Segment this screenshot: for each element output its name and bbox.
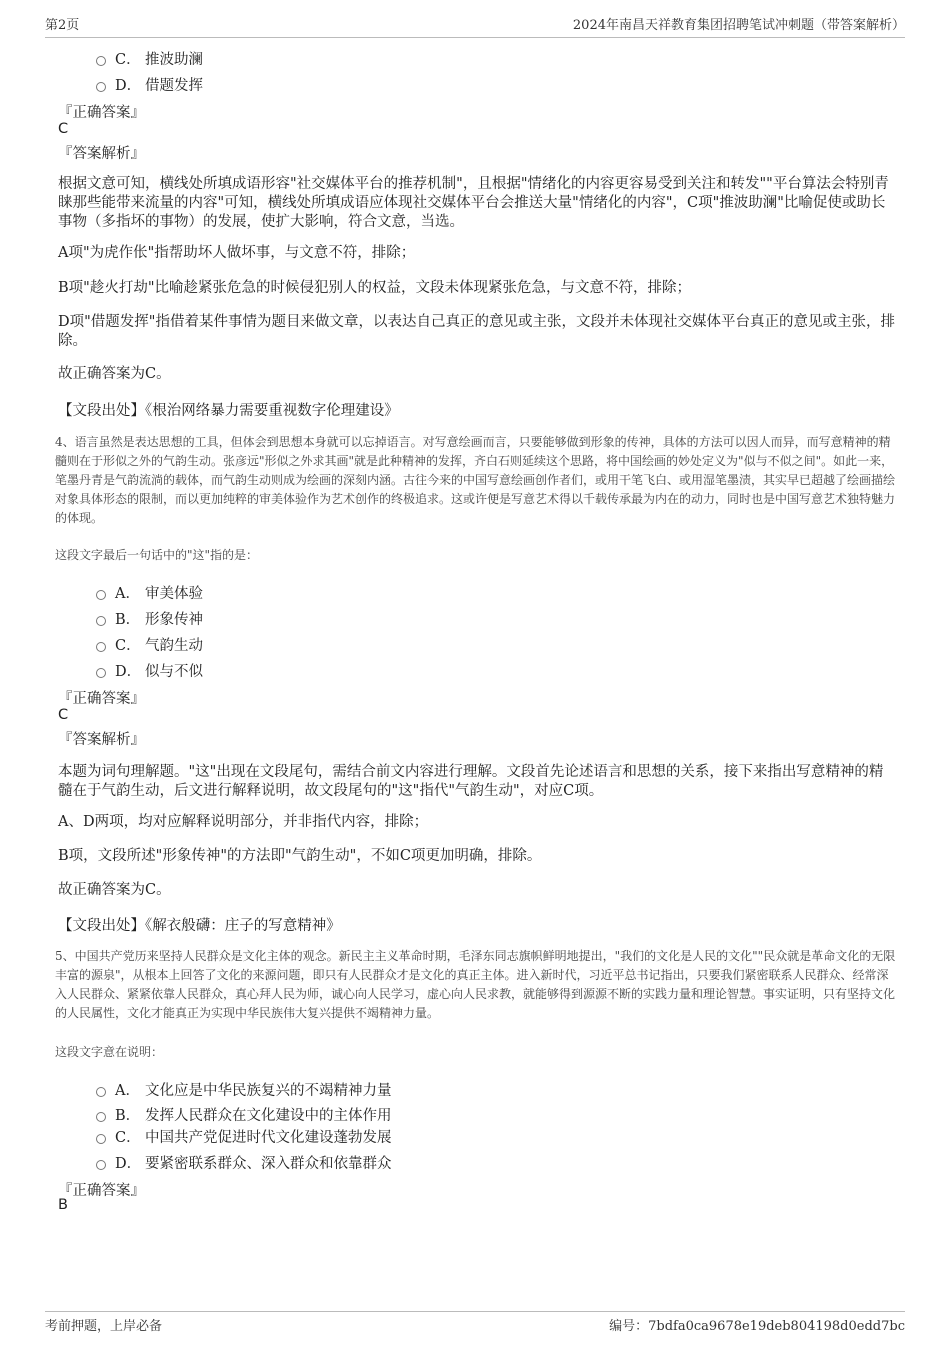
q5-answer: B [58,1197,68,1213]
q4-source: 【文段出处】《解衣般礴：庄子的写意精神》 [58,918,341,934]
q3-analysis-main: 根据文意可知，横线处所填成语形容"社交媒体平台的推荐机制"，且根据"情绪化的内容更容易受到关注和转发""平台算法会特别青睐那些能带来流量的内容"可知，横线处所填成语应体现社交媒体平台会推送大量"情绪化的内容"，C项"推波助澜"比喻促使或助长事物（多指坏的事物）的发展，使扩大影响，符合文意，当选。 [58,176,889,230]
q4-conclusion: 故正确答案为C。 [58,882,171,898]
q5-option-d[interactable]: D． 要紧密联系群众、深入群众和依靠群众 [96,1152,392,1173]
q4-analysis-b: B项，文段所述"形象传神"的方法即"气韵生动"，不如C项更加明确，排除。 [58,848,542,864]
q4-option-b[interactable]: B． 形象传神 [96,608,203,629]
q3-option-c[interactable]: C． 推波助澜 [96,48,203,69]
q3-answer-label: 『正确答案』 [58,105,145,121]
q3-analysis-label: 『答案解析』 [58,146,145,162]
q4-option-a[interactable]: A． 审美体验 [96,582,203,603]
radio-icon[interactable] [96,1134,106,1144]
q3-option-d[interactable]: D． 借题发挥 [96,74,203,95]
document-id: 编号：7bdfa0ca9678e19deb804198d0edd7bc [609,1319,905,1334]
q5-answer-label: 『正确答案』 [58,1183,145,1199]
q5-option-b[interactable]: B． 发挥人民群众在文化建设中的主体作用 [96,1104,392,1125]
q5-option-c[interactable]: C． 中国共产党促进时代文化建设蓬勃发展 [96,1126,392,1147]
radio-icon[interactable] [96,82,106,92]
radio-icon[interactable] [96,1160,106,1170]
radio-icon[interactable] [96,616,106,626]
radio-icon[interactable] [96,1087,106,1097]
page-footer [45,1311,905,1334]
radio-icon[interactable] [96,642,106,652]
footer-slogan: 考前押题，上岸必备 [45,1319,163,1334]
q4-answer: C [58,707,69,723]
q4-prompt: 这段文字最后一句话中的"这"指的是： [55,548,259,562]
q3-analysis-d: D项"借题发挥"指借着某件事情为题目来做文章，以表达自己真正的意见或主张，文段并未体现社交媒体平台真正的意见或主张，排除。 [58,314,895,349]
q5-option-a[interactable]: A． 文化应是中华民族复兴的不竭精神力量 [96,1079,392,1100]
page-number: 第2页 [45,18,80,33]
q4-answer-label: 『正确答案』 [58,691,145,707]
page-header [45,14,905,38]
document-title: 2024年南昌天祥教育集团招聘笔试冲刺题（带答案解析） [572,18,905,33]
q4-option-c[interactable]: C． 气韵生动 [96,634,203,655]
radio-icon[interactable] [96,1112,106,1122]
q3-analysis-a: A项"为虎作伥"指帮助坏人做坏事，与文意不符，排除； [58,245,416,261]
q3-analysis-b: B项"趁火打劫"比喻趁紧张危急的时候侵犯别人的权益，文段未体现紧张危急，与文意不符，排除； [58,280,691,296]
q4-option-d[interactable]: D． 似与不似 [96,660,203,681]
radio-icon[interactable] [96,56,106,66]
q3-conclusion: 故正确答案为C。 [58,366,171,382]
q3-answer: C [58,121,69,137]
q5-prompt: 这段文字意在说明： [55,1045,164,1059]
q4-analysis-label: 『答案解析』 [58,732,145,748]
q4-analysis-ad: A、D两项，均对应解释说明部分，并非指代内容，排除； [58,814,429,830]
q4-analysis-main: 本题为词句理解题。"这"出现在文段尾句，需结合前文内容进行理解。文段首先论述语言和思想的关系，接下来指出写意精神的精髓在于气韵生动，后文进行解释说明，故文段尾句的"这"指代"气韵生动"，对应C项。 [58,764,884,799]
q3-source: 【文段出处】《根治网络暴力需要重视数字伦理建设》 [58,403,399,419]
radio-icon[interactable] [96,668,106,678]
q5-text: 5、中国共产党历来坚持人民群众是文化主体的观念。新民主主义革命时期，毛泽东同志旗帜鲜明地提出，"我们的文化是人民的文化""民众就是革命文化的无限丰富的源泉"，从根本上回答了文化的来源问题，即只有人民群众才是文化的真正主体。进入新时代，习近平总书记指出，只要我们紧密联系人民群众、经常深入人民群众、紧紧依靠人民群众，真心拜人民为师，诚心向人民学习，虚心向人民求教，就能够得到源源不断的实践力量和理论智慧。事实证明，只有坚持文化的人民属性，文化才能真正为实现中华民族伟大复兴提供不竭精神力量。 [55,949,896,1020]
q4-text: 4、语言虽然是表达思想的工具，但体会到思想本身就可以忘掉语言。对写意绘画而言，只要能够做到形象的传神，具体的方法可以因人而异，而写意精神的精髓则在于形似之外的气韵生动。张彦远"形似之外求其画"就是此种精神的发挥，齐白石则延续这个思路，将中国绘画的妙处定义为"似与不似之间"。如此一来，笔墨丹青是气韵流淌的载体，而气韵生动则成为绘画的深刻内涵。古往今来的中国写意绘画创作者们，或用干笔飞白、或用湿笔墨渍，其实早已超越了绘画描绘对象具体形态的限制，而以更加纯粹的审美体验作为艺术创作的终极追求。这或许便是写意艺术得以千载传承最为内在的动力，同时也是中国写意艺术独特魅力的体现。 [55,435,896,525]
radio-icon[interactable] [96,590,106,600]
